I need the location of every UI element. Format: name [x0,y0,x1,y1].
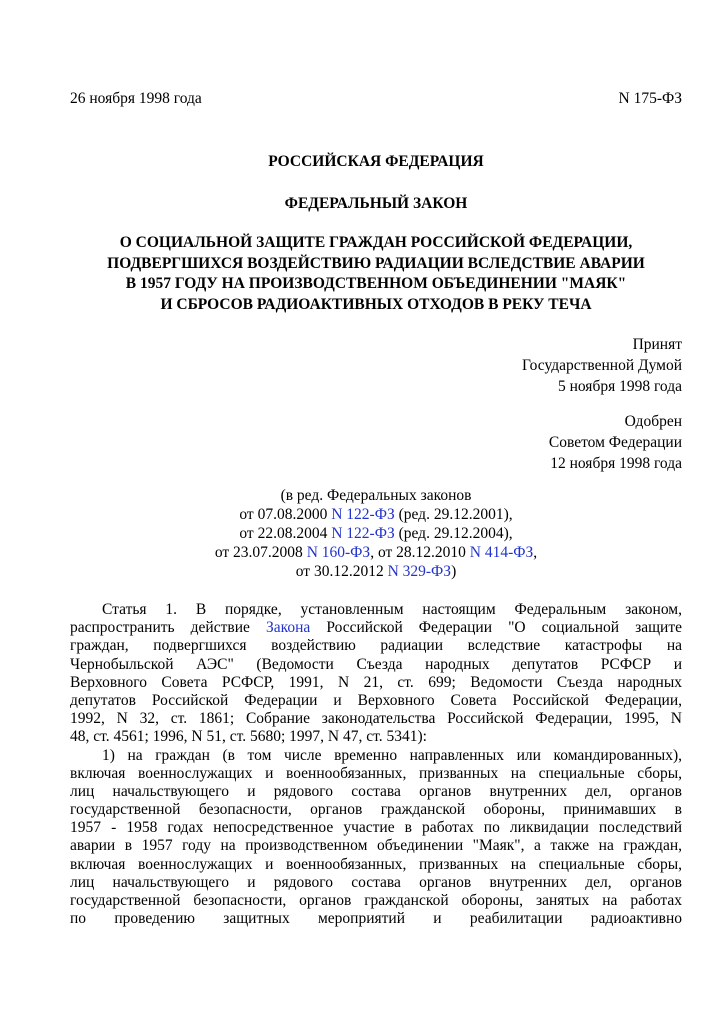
revision-link[interactable]: N 160-ФЗ [306,544,371,561]
law-title-line: О СОЦИАЛЬНОЙ ЗАЩИТЕ ГРАЖДАН РОССИЙСКОЙ ФЕДЕРАЦИИ, [119,234,633,251]
law-title-line: И СБРОСОВ РАДИОАКТИВНЫХ ОТХОДОВ В РЕКУ ТЕЧА [160,295,592,313]
revision-link[interactable]: N 414-ФЗ [469,544,534,561]
revision-line: от 23.07.2008 N 160-ФЗ, от 28.12.2010 N 414-ФЗ, [214,544,538,561]
article-line: граждан, подвергшихся воздействию радиации вследствие катастрофы на [70,637,682,655]
article-1 [70,601,682,928]
item-line: включая военнослужащих и военнообязанных, призванных на специальные сборы, [70,764,682,782]
item-line: аварии в 1957 году на производственном объединении "Маяк", а также на граждан, [70,837,682,855]
country-heading: РОССИЙСКАЯ ФЕДЕРАЦИЯ [268,153,484,170]
document-header [70,90,682,108]
article-line: распространить действие Закона Российской Федерации "О социальной защите [70,619,682,637]
approval-line: Одобрен [624,413,682,430]
article-line: 48, ст. 4561; 1996, N 51, ст. 5680; 1997, N 47, ст. 5341): [70,728,427,746]
adoption-line: 5 ноября 1998 года [557,378,682,395]
doc-type-heading: ФЕДЕРАЛЬНЫЙ ЗАКОН [284,195,468,212]
law-title-line: ПОДВЕРГШИХСЯ ВОЗДЕЙСТВИЮ РАДИАЦИИ ВСЛЕДСТВИЕ АВАРИИ [107,254,645,272]
item-line: по проведению защитных мероприятий и реабилитации радиоактивно [70,910,682,928]
revision-line: от 22.08.2004 N 122-ФЗ (ред. 29.12.2004), [239,525,513,542]
article-line: Статья 1. В порядке, установленным настоящим Федеральным законом, [102,601,682,618]
revision-link[interactable]: N 329-ФЗ [387,563,452,580]
item-line: государственной безопасности, органов гражданской обороны, занятых на работах [70,892,682,909]
item-line: лиц начальствующего и рядового состава органов внутренних дел, органов [70,782,682,800]
article-line: депутатов Российской Федерации и Верховного Совета Российской Федерации, [70,691,682,709]
approved-by-council [549,411,682,474]
revision-intro: (в ред. Федеральных законов [280,487,472,504]
item-line: государственной безопасности, органов гражданской обороны, принимавших в [70,801,682,819]
law-title-line: В 1957 ГОДУ НА ПРОИЗВОДСТВЕННОМ ОБЪЕДИНЕНИИ "МАЯК" [125,275,627,292]
law-title [70,233,682,315]
item-line: лиц начальствующего и рядового состава органов внутренних дел, органов [70,873,682,891]
law-date: 26 ноября 1998 года [70,90,202,107]
item-line: 1957 - 1958 годах непосредственное участие в работах по ликвидации последствий [70,819,682,837]
article-line: 1992, N 32, ст. 1861; Собрание законодательства Российской Федерации, 1995, N [70,710,682,728]
revision-link[interactable]: N 122-ФЗ [331,525,395,542]
article-line: Верховного Совета РСФСР, 1991, N 21, ст. 699; Ведомости Съезда народных [70,673,682,691]
adopted-by-duma [522,334,682,397]
adoption-line: Государственной Думой [522,357,682,374]
approval-line: Советом Федерации [548,434,682,451]
revision-line: от 07.08.2000 N 122-ФЗ (ред. 29.12.2001), [239,506,513,523]
law-link[interactable]: Закона [265,619,311,637]
approval-line: 12 ноября 1998 года [550,455,682,472]
revision-link[interactable]: N 122-ФЗ [331,506,395,523]
law-number: N 175-ФЗ [618,90,682,107]
revision-line: от 30.12.2012 N 329-ФЗ) [295,563,457,580]
revision-notes [70,486,682,581]
item-line: включая военнослужащих и военнообязанных, призванных на специальные сборы, [70,855,682,873]
article-line: Чернобыльской АЭС" (Ведомости Съезда народных депутатов РСФСР и [70,655,682,673]
item-line: 1) на граждан (в том числе временно направленных или командированных), [102,746,682,764]
adoption-line: Принят [632,336,682,353]
